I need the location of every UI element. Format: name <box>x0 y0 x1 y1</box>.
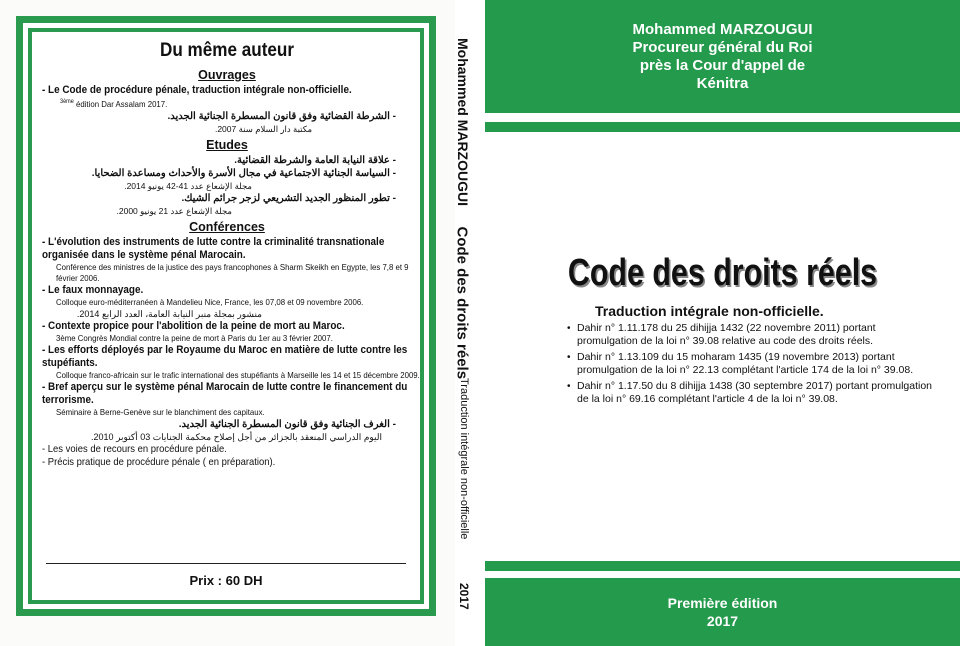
author-name: Mohammed MARZOUGUI <box>632 20 813 38</box>
conference-item-7: - Les voies de recours en procédure pénale. <box>42 442 227 455</box>
back-cover <box>0 0 455 646</box>
author-title-line-3: Kénitra <box>696 74 749 92</box>
book-title: Code des droits réels <box>567 252 878 294</box>
conference-item-8: - Précis pratique de procédure pénale ( en préparation). <box>42 455 276 468</box>
author-title-line-1: Procureur général du Roi <box>632 38 813 56</box>
ouvrage-item-1-note: $^{3ème}$ édition Dar Assalam 2017. <box>60 98 168 109</box>
author-banner <box>485 0 960 113</box>
etude-item-3-note: مجلة الإشعاع عدد 21 يونيو 2000. <box>116 205 232 216</box>
spine-author: Mohammed MARZOUGUI <box>455 38 471 206</box>
book-subtitle: Traduction intégrale non-officielle. <box>595 303 824 319</box>
etudes-heading: Etudes <box>206 137 248 152</box>
ouvrage-item-1: - Le Code de procédure pénale, traduction intégrale non-officielle. <box>42 84 352 96</box>
etude-item-3: - تطور المنظور الجديد التشريعي لزجر جرائم الشيك. <box>181 192 396 204</box>
conference-item-5-note: Séminaire à Berne-Genève sur le blanchiment des capitaux. <box>56 406 265 417</box>
bullet-icon: • <box>567 381 571 392</box>
author-title-line-2: près la Cour d'appel de <box>639 56 806 74</box>
dahir-item: • Dahir n° 1.17.50 du 8 dihijja 1438 (30 septembre 2017) portant promulgation de la loi n° 69.16 complétant l'article 4 de la loi n° 39.08. <box>567 380 933 405</box>
spine-subtitle: Traduction intégrale non-officielle <box>458 378 470 540</box>
ouvrage-item-2: - الشرطة القضائية وفق قانون المسطرة الجنائية الجديد. <box>167 110 396 122</box>
dahir-list <box>567 322 939 409</box>
conference-item-4: - Les efforts déployés par le Royaume du Maroc en matière de lutte contre les stupéfiants. <box>42 343 408 369</box>
conference-item-2-ar-note: منشور بمجلة منبر النيابة العامة، العدد الرابع 2014. <box>76 308 262 319</box>
conference-item-1-note: Conférence des ministres de la justice des pays francophones à Sharm Skeikh en Egypte, les 7,8 et 9 février 2006. <box>56 261 409 283</box>
conference-item-6: - الغرف الجنائية وفق قانون المسطرة الجنائية الجديد. <box>178 418 396 430</box>
spine-title: Code des droits réels <box>453 226 471 380</box>
conferences-heading: Conférences <box>189 219 265 234</box>
bullet-icon: • <box>567 352 571 363</box>
top-divider-band <box>485 122 960 132</box>
edition-year: 2017 <box>706 613 739 629</box>
ouvrage-item-2-note: مكتبة دار السلام سنة 2007. <box>214 123 312 134</box>
conference-item-6-note: اليوم الدراسي المنعقد بالجزائر من أجل إصلاح محكمة الجنايات 03 أكتوبر 2010. <box>91 431 382 442</box>
back-cover-content <box>32 32 420 600</box>
etude-item-2-note: مجلة الإشعاع عدد 41-42 يونيو 2014. <box>124 180 252 191</box>
spine-year: 2017 <box>457 583 471 610</box>
dahir-item: • Dahir n° 1.13.109 du 15 moharam 1435 (19 novembre 2013) portant promulgation de la loi n° 22.13 complétant l'article 174 de la loi n° 39.08. <box>567 351 914 376</box>
edition-banner <box>485 578 960 646</box>
book-spine <box>455 0 485 646</box>
bullet-icon: • <box>567 323 571 334</box>
etude-item-2: - السياسة الجنائية الاجتماعية في مجال الأسرة والأحداث ومساعدة الضحايا. <box>91 167 396 179</box>
conference-item-4-note: Colloque franco-africain sur le trafic international des stupéfiants à Marseille les 14 et 15 décembre 2009. <box>56 369 420 380</box>
etude-item-1: - علاقة النيابة العامة والشرطة القضائية. <box>234 154 396 166</box>
edition-label: Première édition <box>667 595 778 611</box>
price-label: Prix : 60 DH <box>189 573 263 588</box>
ouvrages-heading: Ouvrages <box>198 68 256 82</box>
bottom-divider-band <box>485 561 960 571</box>
conference-item-2-note: Colloque euro-méditerranéen à Mandelieu Nice, France, les 07,08 et 09 novembre 2006. <box>56 296 364 307</box>
front-cover <box>485 0 960 646</box>
conference-item-3-note: 3ème Congrès Mondial contre la peine de mort à Paris du 1er au 3 février 2007. <box>56 332 333 343</box>
back-cover-frame <box>16 16 436 616</box>
conference-item-1: - L'évolution des instruments de lutte contre la criminalité transnationale organisée dans le système pénal Marocain. <box>42 235 385 261</box>
price-divider <box>46 563 406 564</box>
conference-item-2: - Le faux monnayage. <box>42 283 144 296</box>
dahir-item: • Dahir n° 1.11.178 du 25 dihijja 1432 (22 novembre 2011) portant promulgation de la loi n° 39.08 relative au code des droits réels. <box>567 322 876 347</box>
conference-item-3: - Contexte propice pour l'abolition de la peine de mort au Maroc. <box>42 319 345 332</box>
back-cover-heading: Du même auteur <box>160 40 294 61</box>
conference-item-5: - Bref aperçu sur le système pénal Marocain de lutte contre le financement du terrorisme. <box>42 380 408 406</box>
